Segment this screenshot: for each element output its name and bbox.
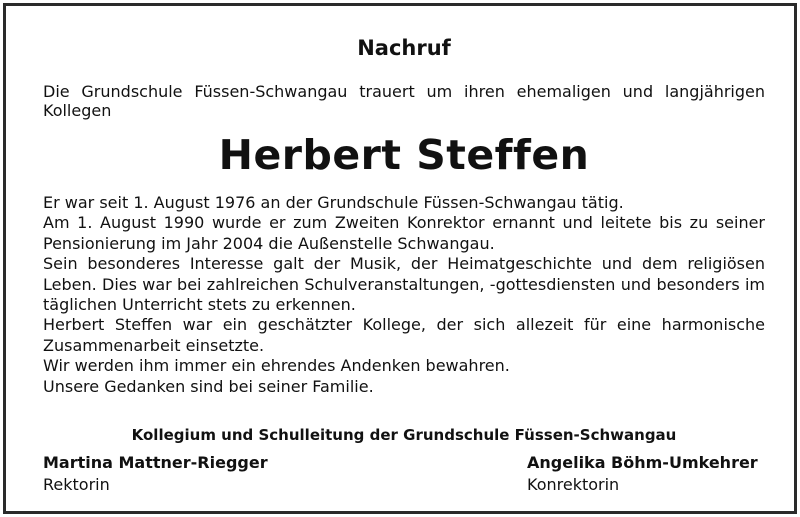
body-paragraph: Am 1. August 1990 wurde er zum Zweiten Konrektor ernannt und leitete bis zu seiner Pensionierung im Jahr 2004 die Außenstelle Schwangau. [43, 213, 765, 253]
body-paragraph: Unsere Gedanken sind bei seiner Familie. [43, 376, 374, 396]
intro-text: Die Grundschule Füssen-Schwangau trauert um ihren ehemaligen und langjährigen Kollegen [43, 82, 765, 120]
body-paragraph: Wir werden ihm immer ein ehrendes Andenken bewahren. [43, 356, 510, 376]
body-paragraph: Herbert Steffen war ein geschätzter Kollege, der sich allezeit für eine harmonische Zusammenarbeit einsetzte. [43, 315, 765, 355]
signatory-name: Martina Mattner-Riegger [43, 453, 268, 472]
body-paragraph: Er war seit 1. August 1976 an der Grundschule Füssen-Schwangau tätig. [43, 193, 624, 212]
signatory-right [527, 452, 765, 496]
signatory-role: Konrektorin [527, 475, 620, 494]
signatory-left [43, 452, 343, 496]
signatory-role: Rektorin [43, 475, 110, 494]
signature-organization: Kollegium und Schulleitung der Grundschule Füssen-Schwangau [131, 426, 677, 444]
body-paragraph: Sein besonderes Interesse galt der Musik, der Heimatgeschichte und dem religiösen Leben. Dies war bei zahlreichen Schulveranstaltungen, -gottesdiensten und besonders im täglichen Unterricht stets zu erkennen. [43, 254, 765, 315]
obituary-heading: Nachruf [357, 36, 451, 60]
obituary-frame [3, 3, 797, 514]
deceased-name: Herbert Steffen [218, 131, 590, 179]
obituary-body [43, 193, 765, 397]
signatory-name: Angelika Böhm-Umkehrer [527, 453, 758, 472]
